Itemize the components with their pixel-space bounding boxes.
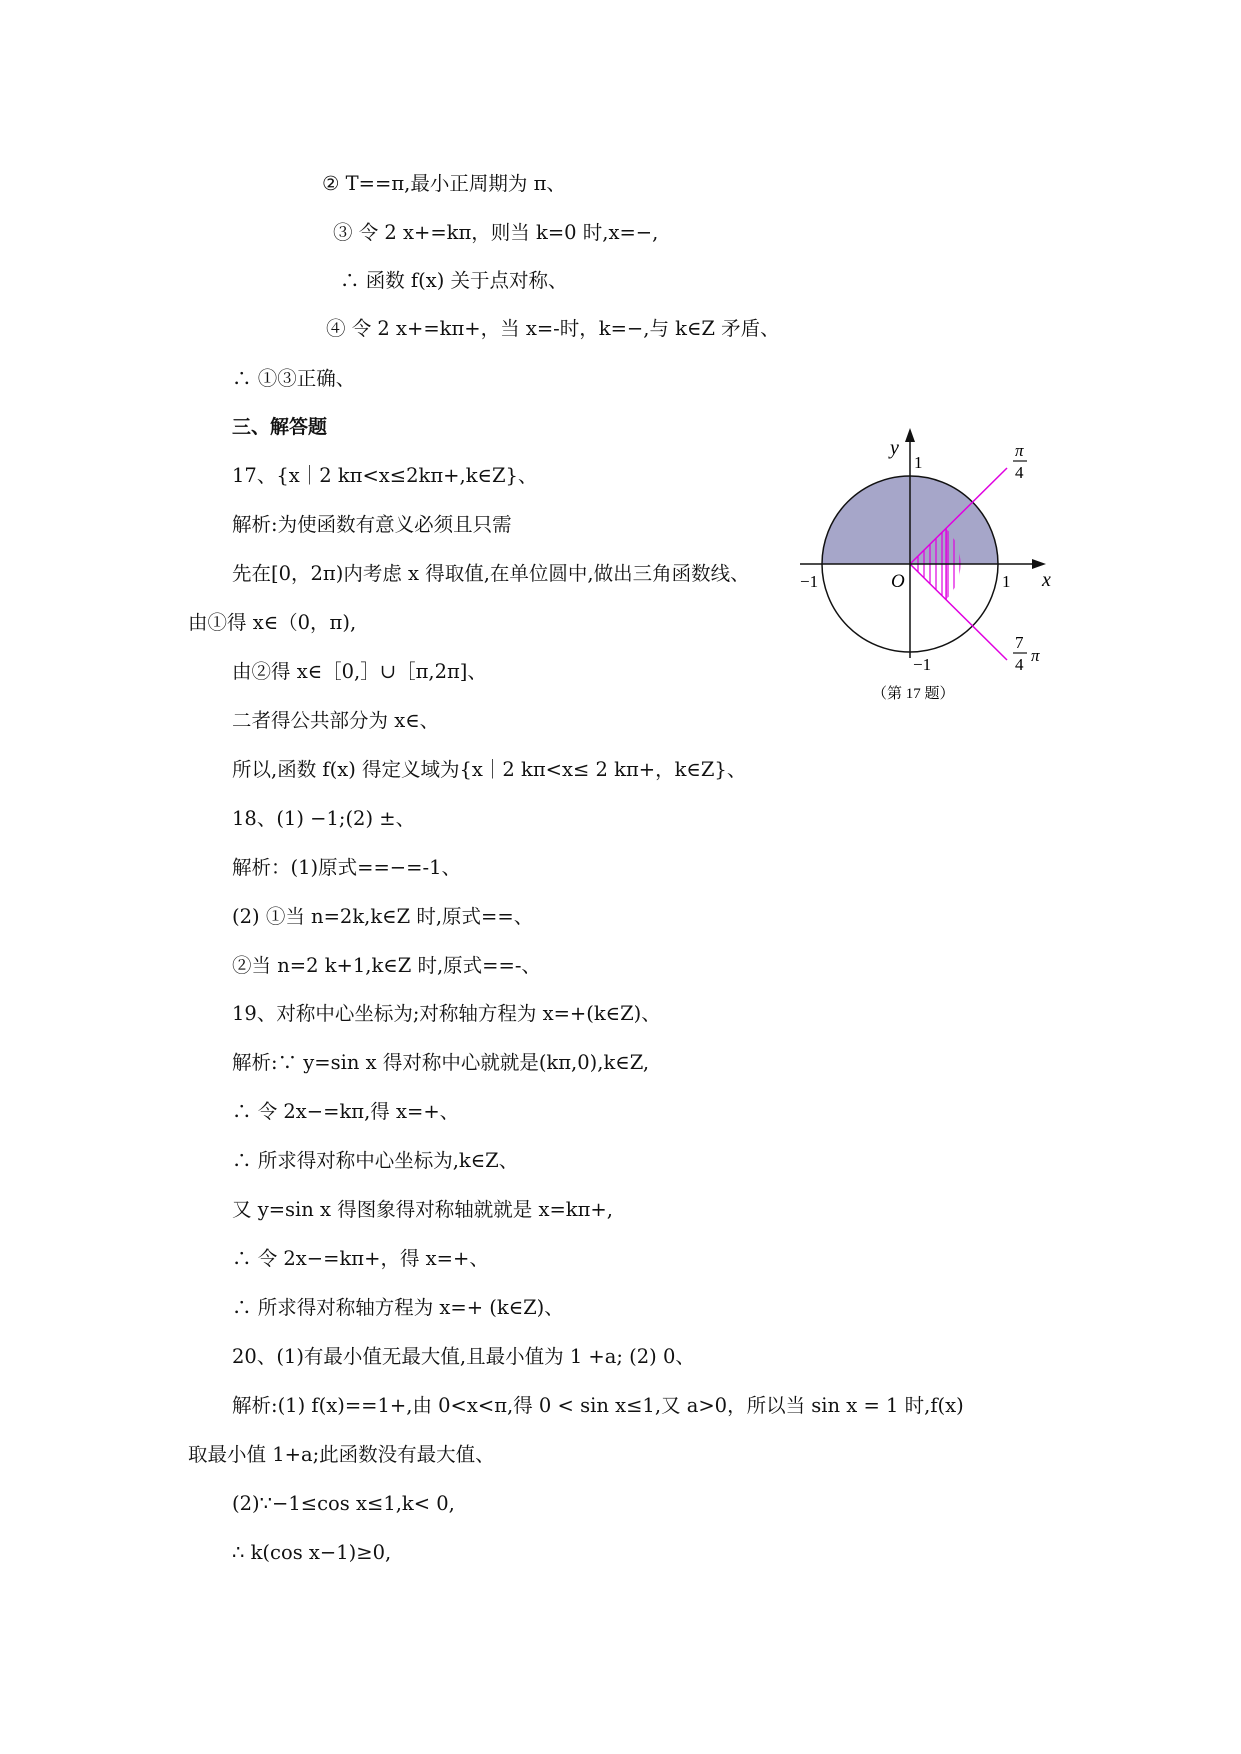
line-5: ∴ ①③正确、 — [232, 367, 356, 390]
line-28: (2)∵−1≤cos x≤1,k< 0, — [232, 1492, 455, 1515]
seven-over-4-numerator: 7 — [1015, 633, 1024, 652]
line-12: 二者得公共部分为 x∈、 — [232, 709, 440, 732]
unit-circle-figure — [800, 428, 1080, 708]
line-8: 解析:为使函数有意义必须且只需 — [232, 513, 512, 536]
line-11: 由②得 x∈［0,］∪［π,2π]、 — [232, 660, 487, 683]
line-26: 解析:(1) f(x)==1+,由 0<x<π,得 0 < sin x≤1,又 a>0，所以当 sin x = 1 时,f(x) — [232, 1394, 964, 1417]
line-15: 解析：(1)原式==−=-1、 — [232, 856, 461, 879]
line-13: 所以,函数 f(x) 得定义域为{x｜2 kπ<x≤ 2 kπ+，k∈Z}、 — [232, 758, 747, 781]
line-14: 18、(1) −1;(2) ±、 — [232, 807, 416, 830]
line-16: (2) ①当 n=2k,k∈Z 时,原式==、 — [232, 905, 534, 928]
line-1: ② T==π,最小正周期为 π、 — [322, 172, 566, 195]
line-21: ∴ 所求得对称中心坐标为,k∈Z、 — [232, 1149, 519, 1172]
y-axis-arrow — [905, 428, 915, 442]
line-9: 先在[0，2π)内考虑 x 得取值,在单位圆中,做出三角函数线、 — [232, 562, 750, 585]
seven-over-4-pi: π — [1031, 646, 1040, 665]
seven-over-4-denominator: 4 — [1015, 655, 1024, 674]
line-29: ∴ k(cos x−1)≥0, — [232, 1541, 392, 1564]
line-18: 19、对称中心坐标为;对称轴方程为 x=+(k∈Z)、 — [232, 1002, 661, 1025]
pi-over-4-denominator: 4 — [1015, 463, 1024, 482]
tick-neg-one-x: −1 — [800, 572, 819, 591]
x-axis-arrow — [1032, 559, 1046, 569]
line-23: ∴ 令 2x−=kπ+，得 x=+、 — [232, 1247, 489, 1270]
pi-over-4-numerator: π — [1015, 441, 1024, 460]
line-20: ∴ 令 2x−=kπ,得 x=+、 — [232, 1100, 460, 1123]
tick-neg-one-y: −1 — [913, 655, 932, 674]
line-24: ∴ 所求得对称轴方程为 x=+ (k∈Z)、 — [232, 1296, 564, 1319]
tick-pos-one-y: 1 — [914, 453, 923, 472]
y-axis-label: y — [890, 437, 899, 459]
line-19: 解析:∵ y=sin x 得对称中心就就是(kπ,0),k∈Z, — [232, 1051, 650, 1074]
line-7: 17、{x｜2 kπ<x≤2kπ+,k∈Z}、 — [232, 464, 538, 487]
seven-pi-over-4-line — [910, 564, 1007, 660]
line-27: 取最小值 1+a;此函数没有最大值、 — [188, 1443, 495, 1466]
line-25: 20、(1)有最小值无最大值,且最小值为 1 +a; (2) 0、 — [232, 1345, 695, 1368]
line-4: ④ 令 2 x+=kπ+，当 x=-时，k=−,与 k∈Z 矛盾、 — [326, 317, 780, 340]
line-3: ∴ 函数 f(x) 关于点对称、 — [340, 269, 568, 292]
line-17: ②当 n=2 k+1,k∈Z 时,原式==-、 — [232, 954, 541, 977]
x-axis-label: x — [1042, 569, 1051, 591]
section-heading: 三、解答题 — [232, 416, 328, 438]
figure-caption: （第 17 题） — [872, 686, 955, 702]
tick-pos-one-x: 1 — [1002, 572, 1011, 591]
line-22: 又 y=sin x 得图象得对称轴就就是 x=kπ+, — [232, 1198, 613, 1221]
origin-label: O — [891, 571, 905, 592]
line-2: ③ 令 2 x+=kπ，则当 k=0 时,x=−, — [333, 221, 659, 244]
line-10: 由①得 x∈（0，π), — [188, 611, 357, 634]
